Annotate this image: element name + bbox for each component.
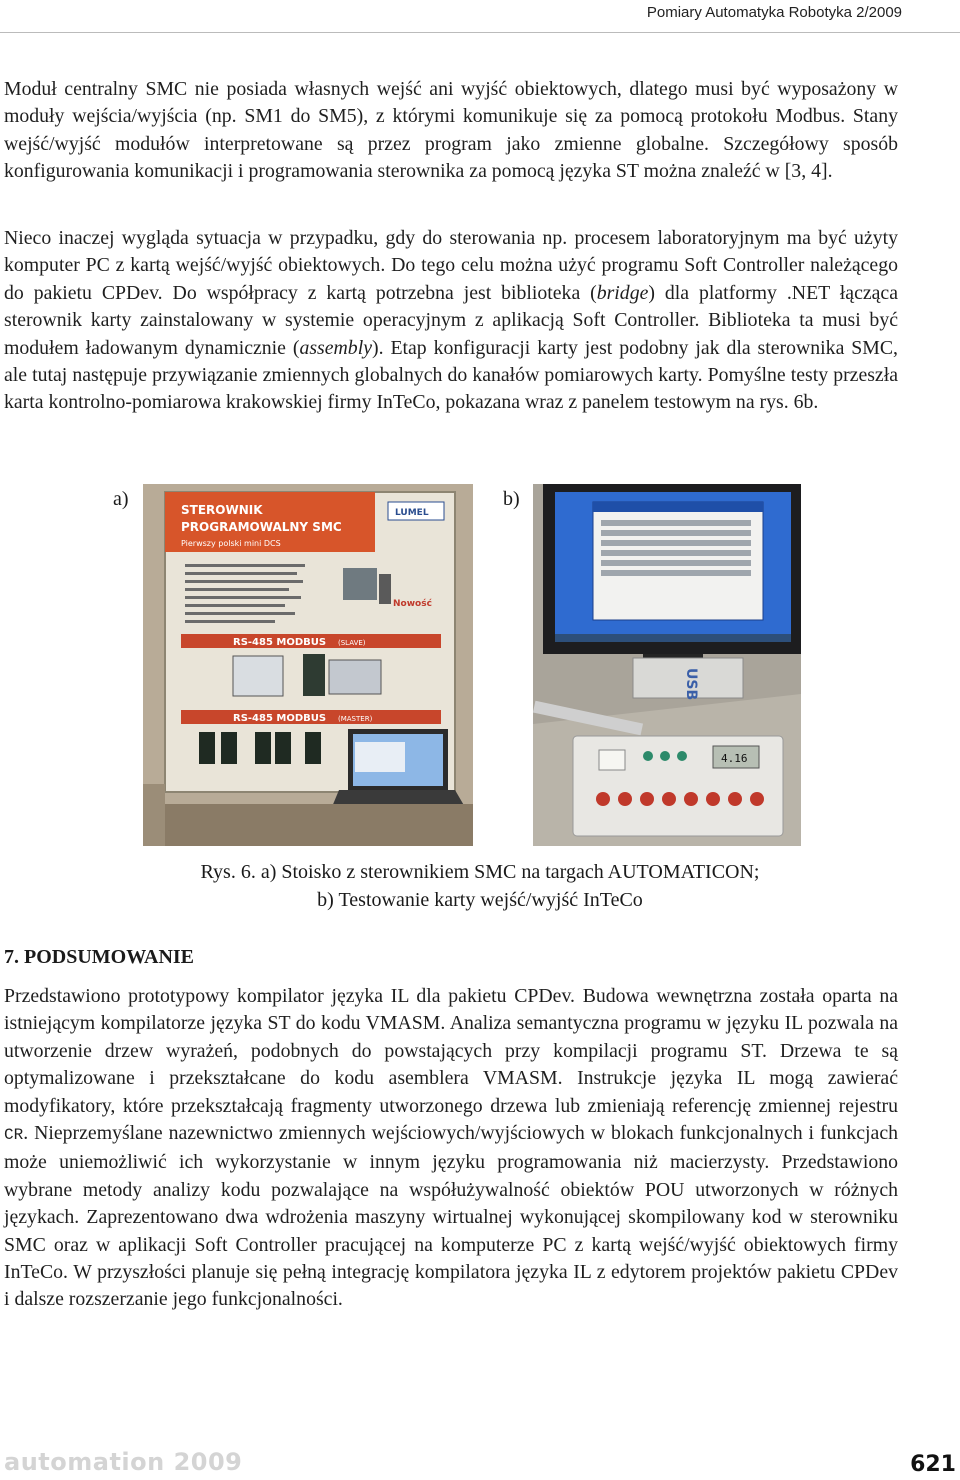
usb-label: USB [683, 668, 699, 701]
bus-bottom-tag: (MASTER) [338, 715, 373, 723]
lumel-logo-text: LUMEL [395, 508, 429, 518]
header-rule [0, 32, 960, 33]
meter-display-value: 4.16 [721, 752, 748, 765]
paragraph-text-1: Nieco inaczej wygląda sytuacja w przypadku, gdy do sterowania np. procesem laboratoryjnym ma być użyty komputer PC z kartą wejść/wyjść obiektowych. Do tego celu można użyć programu Soft Controller należącego do pakietu CPDev. Do współpracy z kartą potrzebna jest biblioteka ( [4, 227, 898, 304]
nowosc-badge: Nowość [393, 599, 432, 609]
figure-caption-line2: b) Testowanie karty wejść/wyjść InTeCo [317, 889, 643, 911]
summary-text-2: . Nieprzemyślane nazewnictwo zmiennych wejściowych/wyjściowych w blokach funkcjonalnych i funkcjach może uniemożliwić ich wykorzystanie w innym języku programowania niż macierzysty. Przedstawiono wybrane metody analizy kodu pozwalające na współużywalność obiektów POU utworzonych w różnych językach. Zaprezentowano dwa wdrożenia maszyny wirtualnej wykonującej skompilowany kod w sterowniku SMC oraz w aplikacji Soft Controller pracującej na komputerze PC z kartą wejść/wyjść obiektowych firmy InTeCo. W przyszłości planuje się pełną integrację kompilatora języka IL z edytorem projektów pakietu CPDev i dalsze rozszerzanie jego funkcjonalności. [4, 1122, 898, 1311]
bus-top-label: RS-485 MODBUS [233, 637, 327, 648]
paragraph-text-2: ) dla platformy .NET łącząca sterownik karty zainstalowany w systemie operacyjnym z aplikacją Soft Controller. Biblioteka ta musi być modułem ładowanym dynamicznie ( [4, 281, 898, 359]
photo-inteco-test-graphic [533, 484, 801, 846]
figure-caption [100, 858, 860, 914]
figure-label-b: b) [503, 488, 520, 510]
paragraph-text-3: ). Etap konfiguracji karty jest podobny jak dla sterownika SMC, ale tutaj następuje przywiązanie zmiennych globalnych do kanałów pomiarowych karty. Pomyślne testy przeszła karta kontrolno-pomiarowa krakowskiej firmy InTeCo, pokazana wraz z panelem testowym na rys. 6b. [4, 336, 899, 414]
banner-subtitle: Pierwszy polski mini DCS [181, 539, 281, 548]
paragraph-soft-controller [4, 225, 898, 417]
term-bridge: bridge [596, 281, 649, 304]
bus-bottom-label: RS-485 MODBUS [233, 713, 327, 724]
term-assembly: assembly [299, 336, 372, 359]
banner-title-line2: PROGRAMOWALNY SMC [181, 520, 342, 534]
figure-label-a: a) [113, 488, 129, 510]
footer-brand: automation 2009 [4, 1448, 243, 1476]
page-number: 621 [910, 1452, 956, 1477]
figure-caption-line1: Rys. 6. a) Stoisko z sterownikiem SMC na targach AUTOMATICON; [200, 861, 760, 883]
photo-smc-stand [143, 484, 473, 846]
paragraph-smc-text: Moduł centralny SMC nie posiada własnych wejść ani wyjść obiektowych, dlatego musi być wyposażony w moduły wejścia/wyjścia (np. SM1 do SM5), z którymi komunikuje się za pomocą protokołu Modbus. Stany wejść/wyjść modułów interpretowane są przez program jako zmienne globalne. Szczegółowy sposób konfigurowania komunikacji i programowania sterownika za pomocą języka ST można znaleźć w [3, 4]. [4, 78, 898, 183]
bus-top-tag: (SLAVE) [338, 639, 366, 647]
paragraph-smc-modules [4, 76, 898, 186]
running-header: Pomiary Automatyka Robotyka 2/2009 [646, 4, 902, 21]
photo-inteco-test [533, 484, 801, 846]
banner-title-line1: STEROWNIK [181, 503, 263, 517]
photo-smc-stand-graphic [143, 484, 473, 846]
summary-text-1: Przedstawiono prototypowy kompilator języka IL dla pakietu CPDev. Budowa wewnętrzna została oparta na istniejącym kompilatorze języka ST do kodu VMASM. Analiza semantyczna programu w języku IL pozwala na utworzenie drzew wyrażeń, podobnych do powstających przy kompilacji programu ST. Drzewa te są optymalizowane i przekształcane do kodu asemblera VMASM. Instrukcje języka IL mogą zawierać modyfikatory, które przekształcają fragmenty utworzonego drzewa lub zmieniają referencję zmiennej rejestru [4, 985, 898, 1117]
code-register-cr: CR [4, 1126, 24, 1145]
section-heading: 7. PODSUMOWANIE [4, 946, 195, 968]
paragraph-summary [4, 983, 898, 1314]
